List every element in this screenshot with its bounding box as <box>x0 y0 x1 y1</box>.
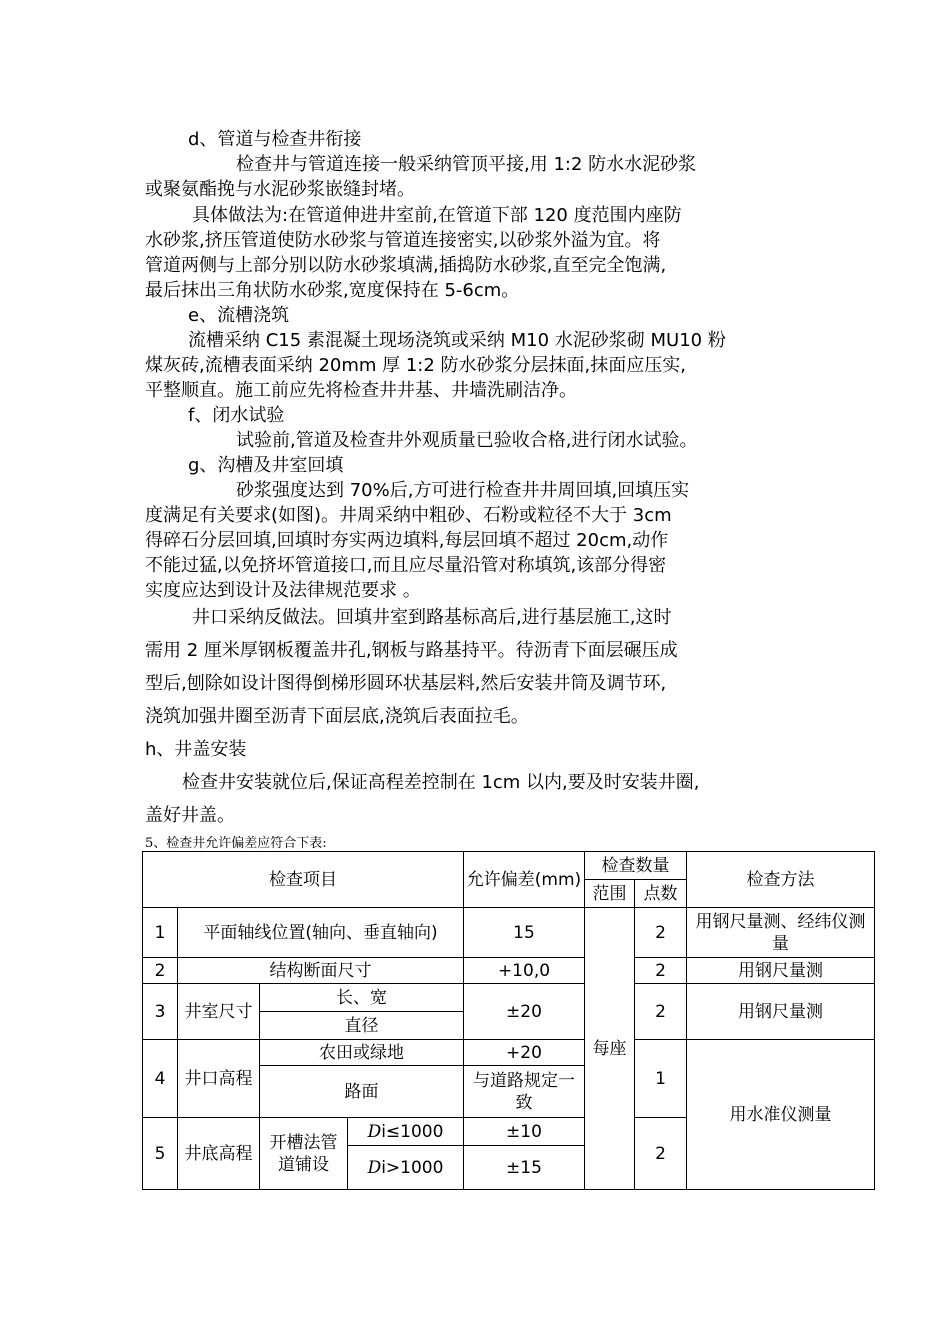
header-count: 检查数量 <box>585 852 687 880</box>
header-range: 范围 <box>585 880 635 908</box>
paragraph-line: 实度应达到设计及法律规范要求 。 <box>145 580 421 601</box>
row-number: 3 <box>143 984 178 1040</box>
condition-text: i≤1000 <box>381 1121 444 1142</box>
row-item: 平面轴线位置(轴向、垂直轴向) <box>178 908 464 958</box>
row-group: 井底高程 <box>178 1118 260 1190</box>
paragraph-line: 盖好井盖。 <box>145 805 235 826</box>
heading-g: g、沟槽及井室回填 <box>188 455 344 476</box>
paragraph-line: 试验前,管道及检查井外观质量已验收合格,进行闭水试验。 <box>236 430 698 451</box>
table-caption: 5、检查井允许偏差应符合下表: <box>145 836 327 851</box>
paragraph-line: 检查井安装就位后,保证高程差控制在 1cm 以内,要及时安装井圈, <box>182 772 700 793</box>
row-subitem: 路面 <box>260 1066 464 1118</box>
row-points: 2 <box>635 958 687 984</box>
paragraph-line: 检查井与管道连接一般采纳管顶平接,用 1:2 防水水泥砂浆 <box>236 154 697 175</box>
row-subitem: 开槽法管道铺设 <box>260 1118 348 1190</box>
row-points: 2 <box>635 1118 687 1190</box>
paragraph-line: 最后抹出三角状防水砂浆,宽度保持在 5-6cm。 <box>145 280 520 301</box>
paragraph-line: 砂浆强度达到 70%后,方可进行检查井井周回填,回填压实 <box>236 480 690 501</box>
row-subitem: 长、宽 <box>260 984 464 1012</box>
row-tolerance: 与道路规定一致 <box>464 1066 585 1118</box>
header-method: 检查方法 <box>687 852 875 908</box>
paragraph-line: 或聚氨酯挽与水泥砂浆嵌缝封堵。 <box>145 179 415 200</box>
condition-text: i>1000 <box>381 1157 444 1178</box>
paragraph-line: 需用 2 厘米厚钢板覆盖井孔,钢板与路基持平。待沥青下面层碾压成 <box>145 640 678 661</box>
row-method: 用水准仪测量 <box>687 1040 875 1190</box>
header-tolerance: 允许偏差(mm) <box>464 852 585 908</box>
heading-h: h、井盖安装 <box>145 739 247 760</box>
paragraph-line: 煤灰砖,流槽表面采纳 20mm 厚 1:2 防水砂浆分层抹面,抹面应压实, <box>145 355 686 376</box>
header-points: 点数 <box>635 880 687 908</box>
diameter-symbol: D <box>367 1157 382 1178</box>
row-condition <box>348 1118 464 1146</box>
row-number: 5 <box>143 1118 178 1190</box>
heading-f: f、闭水试验 <box>188 405 285 426</box>
paragraph-line: 不能过猛,以免挤坏管道接口,而且应尽量沿管对称填筑,该部分得密 <box>145 555 667 576</box>
row-tolerance: +20 <box>464 1040 585 1066</box>
row-number: 2 <box>143 958 178 984</box>
row-tolerance: ±20 <box>464 984 585 1040</box>
row-method: 用钢尺量测 <box>687 958 875 984</box>
paragraph-line: 井口采纳反做法。回填井室到路基标高后,进行基层施工,这时 <box>192 607 672 628</box>
row-number: 1 <box>143 908 178 958</box>
row-points: 2 <box>635 984 687 1040</box>
paragraph-line: 水砂浆,挤压管道使防水砂浆与管道连接密实,以砂浆外溢为宜。将 <box>145 230 661 251</box>
row-tolerance: ±10 <box>464 1118 585 1146</box>
row-subitem: 农田或绿地 <box>260 1040 464 1066</box>
row-range: 每座 <box>585 908 635 1190</box>
row-number: 4 <box>143 1040 178 1118</box>
row-method: 用钢尺量测 <box>687 984 875 1040</box>
row-method: 用钢尺量测、经纬仪测量 <box>687 908 875 958</box>
diameter-symbol: D <box>367 1121 382 1142</box>
row-condition <box>348 1146 464 1190</box>
heading-e: e、流槽浇筑 <box>188 305 290 326</box>
paragraph-line: 得碎石分层回填,回填时夯实两边填料,每层回填不超过 20cm,动作 <box>145 530 669 551</box>
paragraph-line: 度满足有关要求(如图)。井周采纳中粗砂、石粉或粒径不大于 3cm <box>145 505 672 526</box>
paragraph-line: 流槽采纳 C15 素混凝土现场浇筑或采纳 M10 水泥砂浆砌 MU10 粉 <box>188 330 726 351</box>
row-points: 2 <box>635 908 687 958</box>
row-tolerance: +10,0 <box>464 958 585 984</box>
paragraph-line: 管道两侧与上部分别以防水砂浆填满,插捣防水砂浆,直至完全饱满, <box>145 255 667 276</box>
row-item: 结构断面尺寸 <box>178 958 464 984</box>
row-group: 井室尺寸 <box>178 984 260 1040</box>
header-item: 检查项目 <box>143 852 464 908</box>
row-group: 井口高程 <box>178 1040 260 1118</box>
paragraph-line: 浇筑加强井圈至沥青下面层底,浇筑后表面拉毛。 <box>145 706 529 727</box>
heading-d: d、管道与检查井衔接 <box>188 129 362 150</box>
row-tolerance: 15 <box>464 908 585 958</box>
row-subitem: 直径 <box>260 1012 464 1040</box>
paragraph-line: 平整顺直。施工前应先将检查井井基、井墙洗刷洁净。 <box>145 380 577 401</box>
row-points: 1 <box>635 1040 687 1118</box>
row-tolerance: ±15 <box>464 1146 585 1190</box>
paragraph-line: 型后,刨除如设计图得倒梯形圆环状基层料,然后安装井筒及调节环, <box>145 673 667 694</box>
tolerance-table <box>142 851 875 1190</box>
paragraph-line: 具体做法为:在管道伸进井室前,在管道下部 120 度范围内座防 <box>192 205 682 226</box>
